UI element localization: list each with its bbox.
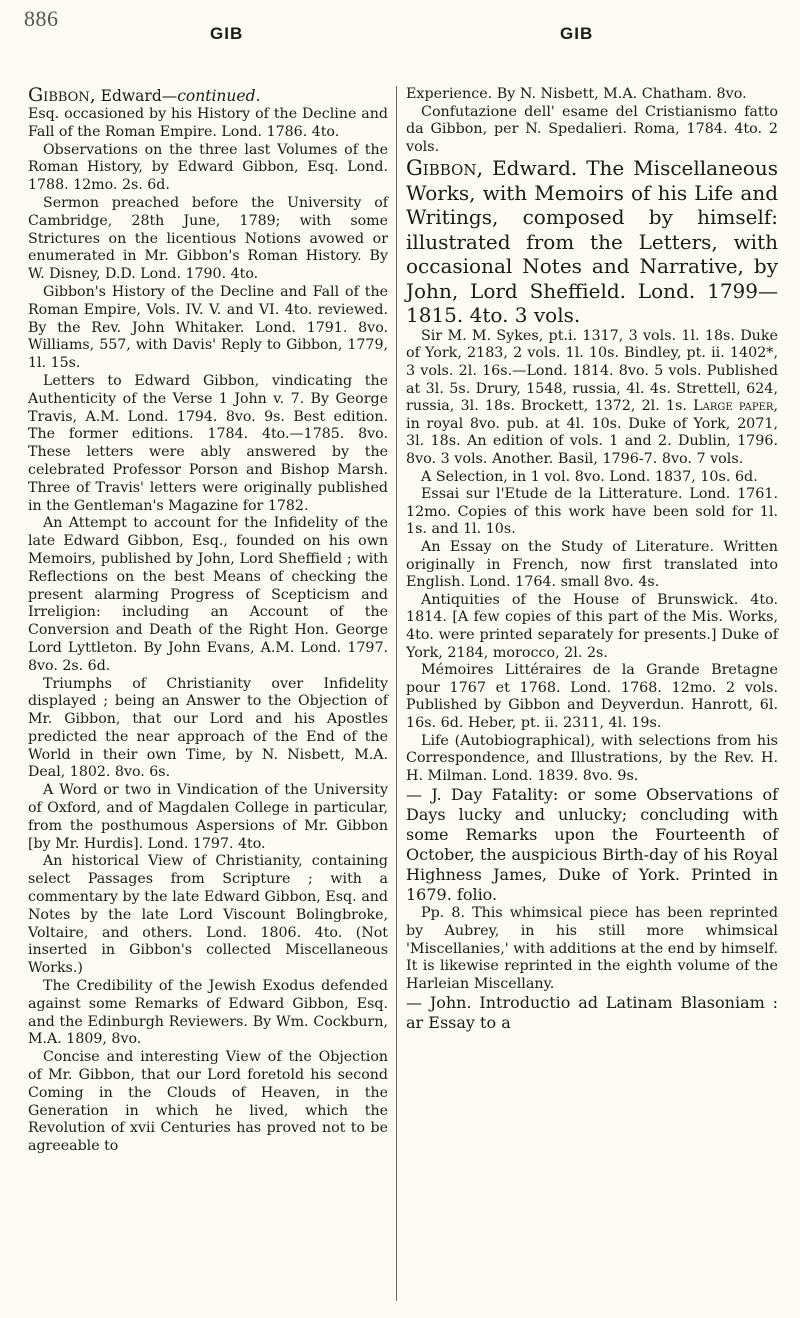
right-column: [406, 86, 778, 1033]
entry-confutazione: Confutazione dell' esame del Cristianismo fatto da Gibbon, per N. Spedalieri. Roma, 1784. 4to. 2 vols.: [406, 103, 778, 155]
entry-8: A Word or two in Vindication of the University of Oxford, and of Magdalen College in particular, from the posthumous Aspersions of Mr. Gibbon [by Mr. Hurdis]. Lond. 1797. 4to.: [28, 782, 388, 852]
entry-11: Concise and interesting View of the Objection of Mr. Gibbon, that our Lord foretold his second Coming in the Clouds of Heaven, in the Generation in which he lived, which the Revolution of xvii Centuries has proved not to be agreeable to: [28, 1049, 388, 1155]
entry-5: Letters to Edward Gibbon, vindicating the Authenticity of the Verse 1 John v. 7. By George Travis, A.M. Lond. 1794. 8vo. 9s. Best edition. The former editions. 1784. 4to.—1785. 8vo. These letters were ably answered by the celebrated Professor Porson and Bishop Marsh. Three of Travis' letters were originally published in the Gentleman's Magazine for 1782.: [28, 372, 388, 514]
entry-continuation: Experience. By N. Nisbett, M.A. Chatham. 8vo.: [406, 86, 747, 102]
entry-1: Esq. occasioned by his History of the Decline and Fall of the Roman Empire. Lond. 1786. 4to.: [28, 106, 388, 140]
running-head-left: GIB: [210, 24, 244, 43]
entry-3: Sermon preached before the University of Cambridge, 28th June, 1789; with some Strictures on the licentious Notions avowed or enumerated in Mr. Gibbon's Roman History. By W. Disney, D.D. Lond. 1790. 4to.: [28, 194, 388, 283]
entry-9: An historical View of Christianity, containing select Passages from Scripture ; with a commentary by the late Edward Gibbon, Esq. and Notes by the late Lord Viscount Bolingbroke, Voltaire, and others. Lond. 1806. 4to. (Not inserted in Gibbon's collected Miscellaneous Works.): [28, 853, 388, 977]
sales-note-end: , in royal 8vo. pub. at 4l. 10s. Duke of York, 2071, 3l. 18s. An edition of vols. 1 and 2. Dublin, 1796. 8vo. 3 vols. Another. Basil, 1796-7. 8vo. 7 vols.: [406, 398, 778, 468]
entry-6: An Attempt to account for the Infidelity of the late Edward Gibbon, Esq., founded on his own Memoirs, published by John, Lord Sheffield ; with Reflections on the best Means of checking the present alarming Progress of Scepticism and Irreligion: including an Account of the Conversion and Death of the Right Hon. George Lord Lyttleton. By John Evans, A.M. Lond. 1797. 8vo. 2s. 6d.: [28, 515, 388, 674]
main-heading-rest: Edward. The Miscellaneous Works, with Memoirs of his Life and Writings, composed by himself: illustrated from the Letters, with occasional Notes and Narrative, by John, Lord Sheffield. Lond. 1799—1815. 4to. 3 vols.: [406, 156, 778, 328]
entry-4: Gibbon's History of the Decline and Fall of the Roman Empire, Vols. IV. V. and VI. 4to. reviewed. By the Rev. John Whitaker. Lond. 1791. 8vo. Williams, 557, with Davis' Reply to Gibbon, 1779, 1l. 15s.: [28, 283, 388, 372]
headword-line: [28, 86, 388, 106]
headword: Gibbon,: [28, 84, 96, 106]
entry-life: Life (Autobiographical), with selections from his Correspondence, and Illustrations, by the Rev. H. H. Milman. Lond. 1839. 8vo. 9s.: [406, 732, 778, 784]
page-number: 886: [24, 6, 59, 31]
entry-10: The Credibility of the Jewish Exodus defended against some Remarks of Edward Gibbon, Esq. and the Edinburgh Reviewers. By Wm. Cockburn, M.A. 1809, 8vo.: [28, 978, 388, 1048]
sales-note: [406, 328, 778, 469]
continued-label: continued.: [177, 87, 261, 105]
entry-7: Triumphs of Christianity over Infidelity displayed ; being an Answer to the Objection of Mr. Gibbon, that our Lord and his Apostles predicted the near approach of the End of the World in their own Time, by N. Nisbett, M.A. Deal, 1802. 8vo. 6s.: [28, 675, 388, 781]
left-column: [28, 86, 388, 1156]
running-head-right: GIB: [560, 24, 594, 43]
john-entry: — John. Introductio ad Latinam Blasoniam : ar Essay to a: [406, 993, 778, 1033]
entry-2: Observations on the three last Volumes of the Roman History, by Edward Gibbon, Esq. Lond. 1788. 12mo. 2s. 6d.: [28, 141, 388, 194]
column-divider: [396, 86, 397, 1301]
entry-essay: An Essay on the Study of Literature. Written originally in French, now first translated into English. Lond. 1764. small 8vo. 4s.: [406, 539, 778, 591]
large-paper-label: Large paper: [693, 398, 774, 415]
headword-rest: Edward—: [95, 87, 178, 105]
entry-selection: A Selection, in 1 vol. 8vo. Lond. 1837, 10s. 6d.: [421, 468, 758, 485]
entry-memoires: Mémoires Littéraires de la Grande Bretagne pour 1767 et 1768. Lond. 1768. 12mo. 2 vols. Published by Gibbon and Deyverdun. Hanrott, 6l. 16s. 6d. Heber, pt. ii. 2311, 4l. 19s.: [406, 662, 778, 731]
entry-essai: Essai sur l'Etude de la Litterature. Lond. 1761. 12mo. Copies of this work have been sold for 1l. 1s. and 1l. 10s.: [406, 486, 778, 538]
main-headword: Gibbon,: [406, 156, 484, 181]
j-entry: — J. Day Fatality: or some Observations of Days lucky and unlucky; concluding with some Remarks upon the Fourteenth of October, the auspicious Birth-day of his Royal Highness James, Duke of York. Printed in 1679. folio.: [406, 785, 778, 905]
sales-note-start: Sir M. M. Sykes, pt.i. 1317, 3 vols. 1l. 18s. Duke of York, 2183, 2 vols. 1l. 10s. Bindley, pt. ii. 1402*, 3 vols. 2l. 16s.—Lond. 1814. 8vo. 5 vols. Published at 3l. 5s. Drury, 1548, russia, 4l. 4s. Strettell, 624, russia, 3l. 18s. Brockett, 1372, 2l. 1s.: [406, 327, 778, 415]
entry-antiquities: Antiquities of the House of Brunswick. 4to. 1814. [A few copies of this part of the Mis. Works, 4to. were printed separately for presents.] Duke of York, 2184, morocco, 2l. 2s.: [406, 591, 778, 661]
main-heading: [406, 156, 778, 328]
j-note: Pp. 8. This whimsical piece has been reprinted by Aubrey, in his still more whimsical 'Miscellanies,' with additions at the end by himself. It is likewise reprinted in the eighth volume of the Harleian Miscellany.: [406, 905, 778, 992]
